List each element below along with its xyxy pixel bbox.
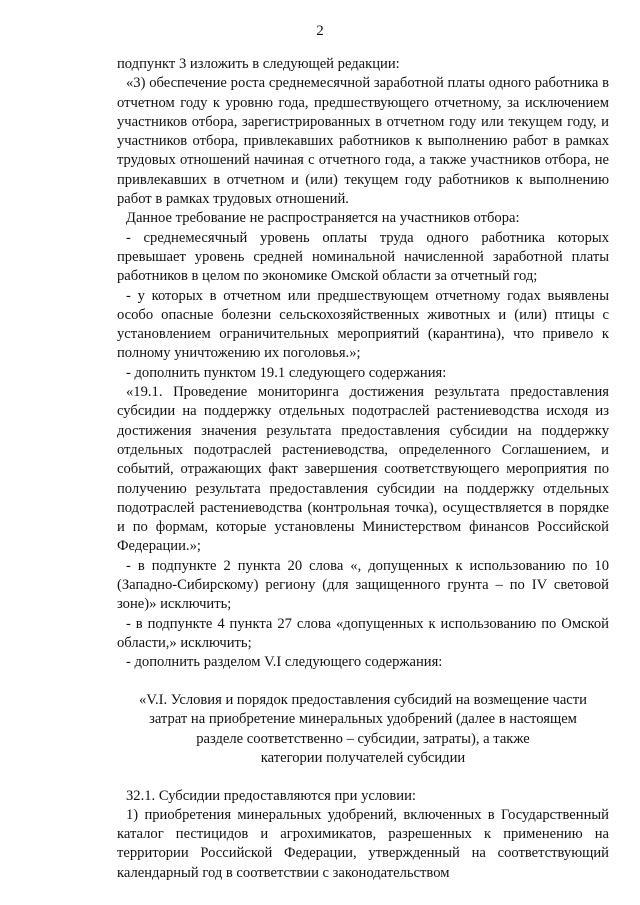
paragraph-32-1: 32.1. Субсидии предоставляются при условии:: [126, 787, 416, 804]
paragraph-condition-1: 1) приобретения минеральных удобрений, включенных в Государственный каталог пестицидов и агрохимикатов, разрешенных к применению на территории Российской Федерации, утвержденный на соответствующий календарный год в соответствии с законодательством: [117, 806, 609, 881]
paragraph-requirement-exception: Данное требование не распространяется на участников отбора:: [126, 210, 520, 227]
paragraph-19-1: «19.1. Проведение мониторинга достижения результата предоставления субсидии на поддержку отдельных подотраслей растениеводства исходя из достижения значения результата предоставления субсидии на поддержку отдельных подотраслей растениеводства, определенного Соглашением, и событий, отражающих факт завершения соответствующего мероприятия по получению результата предоставления субсидии на поддержку отдельных подотраслей растениеводства (контрольная точка), осуществляется в порядке и по формам, которые установлены Министерством финансов Российской Федерации.»;: [117, 384, 609, 555]
section-title-line: категории получателей субсидии: [260, 750, 466, 766]
paragraph-subpoint-3: «3) обеспечение роста среднемесячной заработной платы одного работника в отчетном году к уровню года, предшествующего отчетному, за исключением участников отбора, зарегистрированных в отчетном году или текущем году, и участников отбора, привлекавших работников к выполнению работ в рамках трудовых отношений начиная с отчетного года, а также участников отбора, не привлекавших в отчетном и (или) текущем году работников к выполнению работ в рамках трудовых отношений.: [117, 75, 609, 208]
section-title: [109, 691, 617, 769]
paragraph-bullet-salary: - среднемесячный уровень оплаты труда одного работника которых превышает уровень средней номинальной начисленной заработной платы работников в целом по экономике Омской области за отчетный год;: [117, 229, 609, 285]
paragraph-intro: подпункт 3 изложить в следующей редакции:: [117, 56, 400, 72]
page-number: 2: [316, 23, 324, 39]
paragraph-subpoint-27: - в подпункте 4 пункта 27 слова «допущенных к использованию по Омской области,» исключить;: [117, 615, 609, 651]
section-title-line: затрат на приобретение минеральных удобрений (далее в настоящем: [149, 711, 577, 727]
paragraph-add-19-1: - дополнить пунктом 19.1 следующего содержания:: [126, 364, 447, 381]
paragraph-subpoint-20: - в подпункте 2 пункта 20 слова «, допущенных к использованию по 10 (Западно-Сибирскому) региону (для защищенного грунта – по IV световой зоне)» исключить;: [117, 557, 609, 613]
document-body: [117, 55, 609, 883]
section-title-line: разделе соответственно – субсидии, затраты), а также: [196, 730, 530, 747]
section-title-line: «V.I. Условия и порядок предоставления субсидий на возмещение части: [139, 691, 587, 708]
paragraph-bullet-diseases: - у которых в отчетном или предшествующем отчетному годах выявлены особо опасные болезни сельскохозяйственных животных и (или) птицы с установлением ограничительных мероприятий (карантина), что привело к полному уничтожению их поголовья.»;: [117, 287, 609, 362]
paragraph-add-section: - дополнить разделом V.I следующего содержания:: [126, 654, 443, 671]
